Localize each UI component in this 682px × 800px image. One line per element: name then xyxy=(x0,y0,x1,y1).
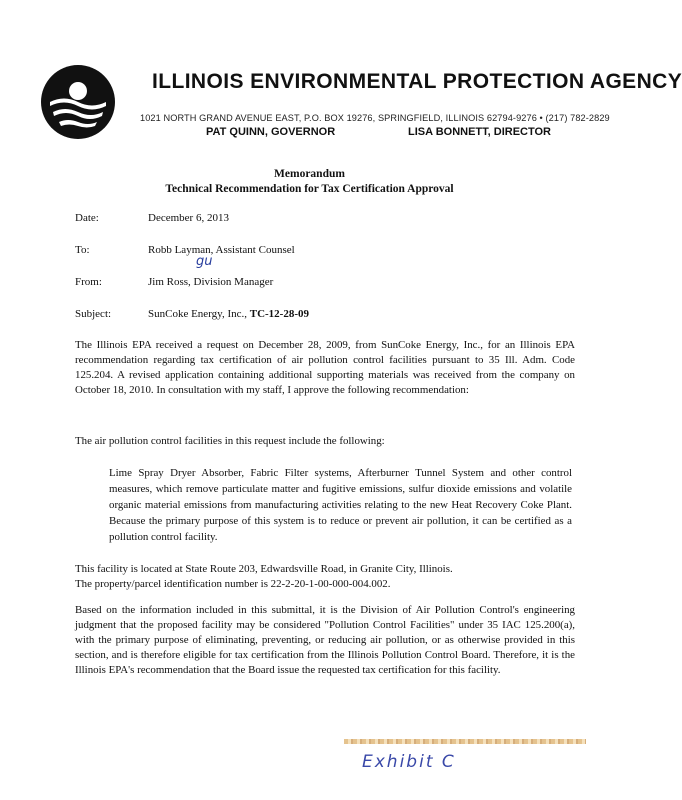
from-label: From: xyxy=(75,276,102,288)
to-label: To: xyxy=(75,244,90,256)
from-value: Jim Ross, Division Manager xyxy=(148,276,274,288)
subject-case-number: TC-12-28-09 xyxy=(249,308,310,320)
subject-company: SunCoke Energy, Inc., xyxy=(148,308,247,320)
location-line: This facility is located at State Route 203, Edwardsville Road, in Granite City, Illinois. xyxy=(75,563,453,575)
governor-name: PAT QUINN, GOVERNOR xyxy=(206,126,336,138)
agency-address: 1021 NORTH GRAND AVENUE EAST, P.O. BOX 19276, SPRINGFIELD, ILLINOIS 62794-9276 • (217) 782-2829 xyxy=(140,113,610,123)
memo-title: Memorandum xyxy=(274,168,345,180)
date-label: Date: xyxy=(75,212,99,224)
body-paragraph-2: The air pollution control facilities in this request include the following: xyxy=(75,435,385,447)
body-paragraph-3: Based on the information included in this submittal, it is the Division of Air Pollution Control's engineering judgment that the proposed facility may be considered "Pollution Control Facilities" under 35 IAC 125.200(a), with the primary purpose of eliminating, preventing, or reducing air pollution, or as otherwise provided in this section, and is therefore eligible for tax certification from the Illinois Pollution Control Board. Therefore, it is the Illinois EPA's recommendation that the Board issue the requested tax certification for this facility. xyxy=(75,604,575,676)
parcel-line: The property/parcel identification number is 22-2-20-1-00-000-004.002. xyxy=(75,578,391,590)
body-paragraph-1: The Illinois EPA received a request on December 28, 2009, from SunCoke Energy, Inc., for an Illinois EPA recommendation regarding tax certification of air pollution control facilities pursuant to 35 Ill. Adm. Code 125.204. A revised application containing additional supporting materials was received from the company on October 18, 2010. In consultation with my staff, I approve the following recommendation: xyxy=(75,339,575,396)
agency-name: ILLINOIS ENVIRONMENTAL PROTECTION AGENCY xyxy=(152,70,682,93)
subject-label: Subject: xyxy=(75,308,112,320)
facility-description: Lime Spray Dryer Absorber, Fabric Filter systems, Afterburner Tunnel System and other control measures, which remove particulate matter and fugitive emissions, sulfur dioxide emissions and volatile organic material emissions from manufacturing activities relating to the new Heat Recovery Coke Plant. Because the primary purpose of this system is to reduce or prevent air pollution, it can be certified as a pollution control facility. xyxy=(109,467,572,543)
handwritten-initials: gu xyxy=(196,254,213,269)
exhibit-label-strip xyxy=(344,739,586,744)
to-value: Robb Layman, Assistant Counsel xyxy=(148,244,295,256)
date-value: December 6, 2013 xyxy=(148,212,229,224)
memo-subtitle: Technical Recommendation for Tax Certification Approval xyxy=(165,183,454,195)
agency-seal-logo xyxy=(40,64,116,140)
exhibit-handwriting: Exhibit C xyxy=(362,752,456,772)
director-name: LISA BONNETT, DIRECTOR xyxy=(408,126,552,138)
subject-value xyxy=(148,308,309,320)
